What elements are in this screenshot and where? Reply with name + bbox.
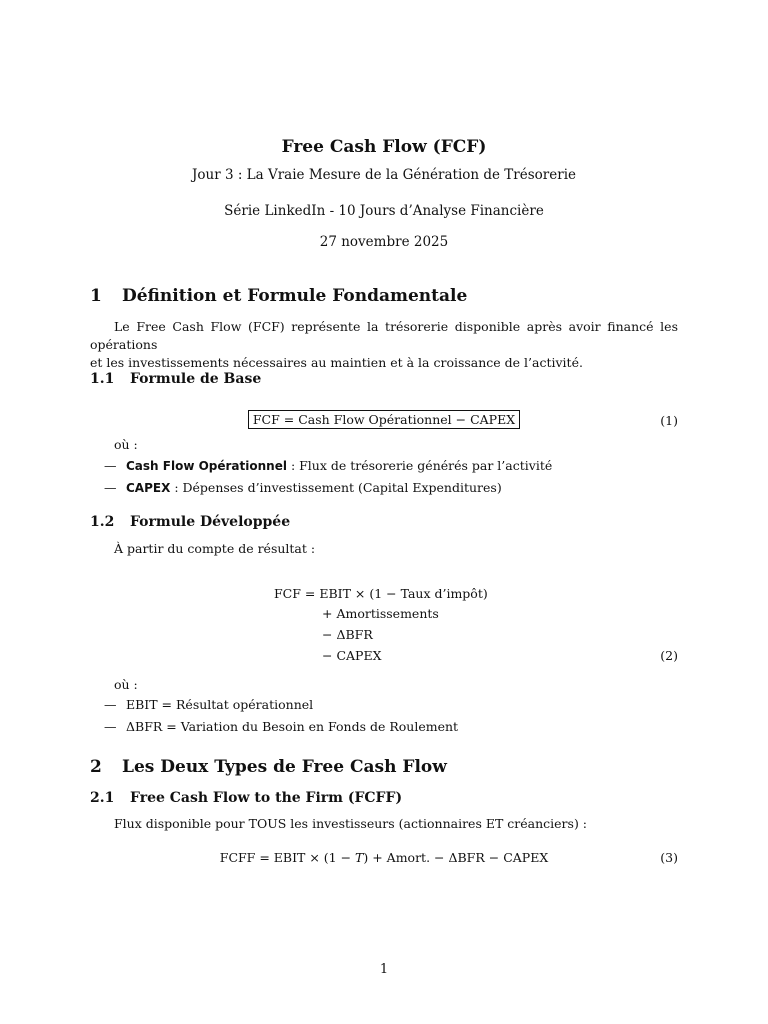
subsection-intro: Flux disponible pour TOUS les investisseurs (actionnaires ET créanciers) : (114, 816, 588, 831)
document-title: Free Cash Flow (FCF) (281, 137, 487, 157)
term: Cash Flow Opérationnel (126, 459, 287, 473)
subsection-1-1-heading (90, 371, 261, 387)
equation-number: (1) (660, 413, 678, 428)
formula-variable: T (355, 850, 364, 865)
intro-line: Le Free Cash Flow (FCF) représente la trésorerie disponible après avoir financé les opérations (90, 319, 678, 352)
term-description: : Flux de trésorerie générés par l’activité (286, 458, 553, 473)
section-title: Définition et Formule Fondamentale (122, 286, 468, 306)
list-dash: — (104, 719, 117, 734)
subsection-number: 1.2 (90, 514, 115, 530)
formula-part: FCFF = EBIT × (1 − (219, 850, 356, 865)
subsection-title: Formule de Base (130, 371, 262, 387)
subsection-1-2-heading (90, 514, 290, 530)
list-item (104, 697, 313, 712)
equation-1 (0, 412, 768, 427)
section-title: Les Deux Types de Free Cash Flow (122, 757, 447, 777)
item-text: EBIT = Résultat opérationnel (126, 697, 314, 712)
formula-part: ) + Amort. − ΔBFR − CAPEX (363, 850, 549, 865)
section-number: 2 (90, 757, 102, 777)
boxed-formula: FCF = Cash Flow Opérationnel − CAPEX (248, 410, 520, 429)
intro-line: et les investissements nécessaires au maintien et à la croissance de l’activité. (90, 355, 583, 370)
where-label: où : (114, 437, 138, 452)
equation-2-line: + Amortissements (322, 606, 439, 621)
where-label: où : (114, 677, 138, 692)
term: CAPEX (126, 481, 171, 495)
subsection-intro: À partir du compte de résultat : (114, 541, 316, 556)
item-text: ΔBFR = Variation du Besoin en Fonds de Roulement (126, 719, 459, 734)
subsection-title: Free Cash Flow to the Firm (FCFF) (130, 790, 403, 806)
subsection-number: 2.1 (90, 790, 115, 806)
subsection-title: Formule Développée (130, 514, 291, 530)
list-dash: — (104, 697, 117, 712)
term-description: : Dépenses d’investissement (Capital Expenditures) (170, 480, 502, 495)
list-item (104, 480, 502, 495)
document-date: 27 novembre 2025 (319, 234, 449, 250)
subsection-2-1-heading (90, 790, 402, 806)
equation-2-line: − CAPEX (322, 648, 382, 663)
document-series: Série LinkedIn - 10 Jours d’Analyse Financière (224, 203, 544, 219)
section-1-heading (90, 286, 467, 306)
section-1-intro (90, 318, 678, 372)
equation-number: (2) (660, 648, 678, 663)
equation-2-line: FCF = EBIT × (1 − Taux d’impôt) (274, 586, 488, 601)
section-2-heading (90, 757, 447, 777)
list-item (104, 458, 552, 473)
document-subtitle: Jour 3 : La Vraie Mesure de la Génération de Trésorerie (191, 167, 577, 183)
equation-3 (0, 850, 768, 865)
equation-2-line: − ΔBFR (322, 627, 373, 642)
equation-number: (3) (660, 850, 678, 865)
list-item (104, 719, 458, 734)
page-number: 1 (379, 962, 389, 977)
list-dash: — (104, 480, 117, 495)
section-number: 1 (90, 286, 102, 306)
list-dash: — (104, 458, 117, 473)
subsection-number: 1.1 (90, 371, 115, 387)
